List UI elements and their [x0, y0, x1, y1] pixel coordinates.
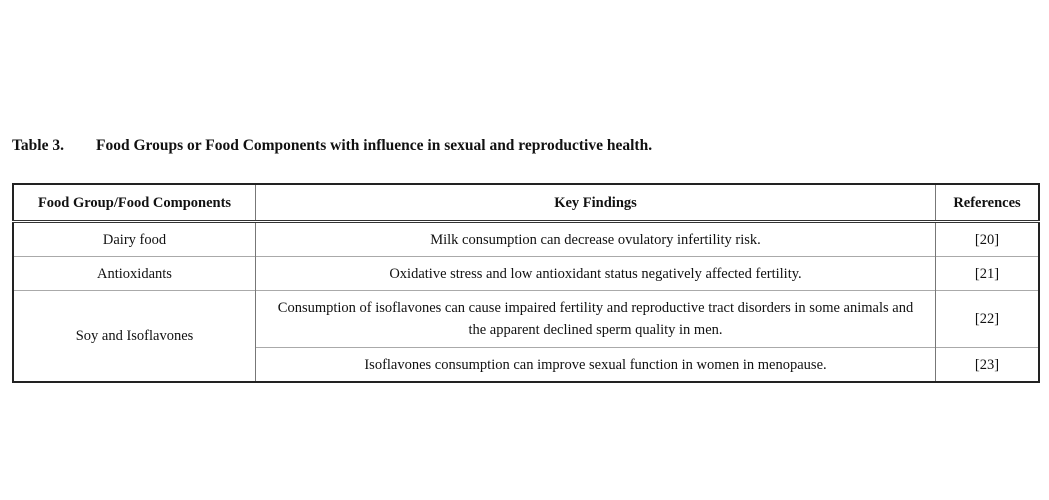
header-food-group: Food Group/Food Components [13, 184, 256, 222]
header-references: References [936, 184, 1040, 222]
reference-cell: [21] [936, 257, 1040, 291]
reference-cell: [22] [936, 291, 1040, 348]
table-row [13, 257, 1039, 291]
food-components-table [12, 183, 1040, 383]
table-header-row [13, 184, 1039, 222]
key-finding-cell: Oxidative stress and low antioxidant status negatively affected fertility. [256, 257, 936, 291]
header-key-findings: Key Findings [256, 184, 936, 222]
food-group-cell: Soy and Isoflavones [13, 291, 256, 383]
key-finding-cell: Isoflavones consumption can improve sexual function in women in menopause. [256, 348, 936, 383]
food-group-cell: Antioxidants [13, 257, 256, 291]
reference-cell: [20] [936, 222, 1040, 257]
key-finding-cell: Milk consumption can decrease ovulatory infertility risk. [256, 222, 936, 257]
table-row [13, 222, 1039, 257]
table-title: Food Groups or Food Components with influence in sexual and reproductive health. [96, 137, 653, 154]
key-finding-cell: Consumption of isoflavones can cause impaired fertility and reproductive tract disorders in some animals and the apparent declined sperm quality in men. [256, 291, 936, 348]
food-group-cell: Dairy food [13, 222, 256, 257]
table-number: Table 3. [12, 137, 64, 154]
reference-cell: [23] [936, 348, 1040, 383]
table-row [13, 291, 1039, 348]
table-caption [12, 137, 652, 155]
